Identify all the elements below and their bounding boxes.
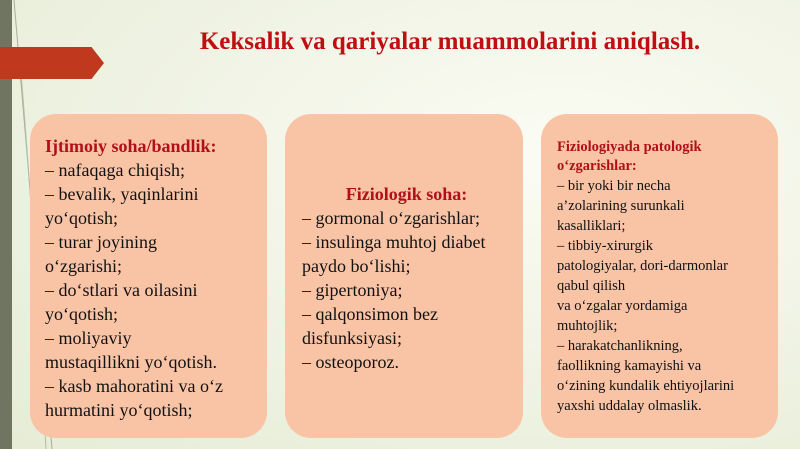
card-line: muhtojlik; [557,318,618,334]
card-line: – turar joyining [45,232,157,252]
card-heading: Fiziologiyada patologik [557,139,702,155]
card-line: – kasb mahoratini va o‘z [45,376,223,396]
card-line: mustaqillikni yo‘qotish. [45,352,218,372]
card-line: kasalliklari; [557,218,626,234]
card-line: hurmatini yo‘qotish; [45,400,193,420]
card-line: – nafaqaga chiqish; [45,160,185,180]
card-line: – osteoporoz. [302,352,399,372]
card-heading: o‘zgarishlar: [557,158,637,174]
card-line: a’zolarining surunkali [557,198,685,214]
card-line: patologiyalar, dori-darmonlar [557,258,728,274]
card-line: – do‘stlari va oilasini [45,280,198,300]
card-line: – bevalik, yaqinlarini [45,184,199,204]
card-line: qabul qilish [557,278,626,294]
card-line: o‘zining kundalik ehtiyojlarini [557,378,735,394]
card-line: – bir yoki bir necha [557,178,671,194]
card-line: yaxshi uddalay olmaslik. [557,398,702,414]
slide-title: Keksalik va qariyalar muammolarini aniqlash. [199,28,701,55]
card-line: faollikning kamayishi va [557,358,702,374]
card-line: disfunksiyasi; [302,328,403,348]
card-line: va o‘zgalar yordamiga [557,298,688,314]
card-line: yo‘qotish; [45,304,119,324]
card-physiological-sphere [285,114,523,438]
card-heading: Ijtimoiy soha/bandlik: [45,136,217,156]
card-line: – harakatchanlikning, [557,338,683,354]
card-line: – moliyaviy [45,328,132,348]
card-line: o‘zgarishi; [45,256,122,276]
accent-arrow-shape [0,47,104,79]
card-heading: Fiziologik soha: [345,184,468,204]
card-line: – tibbiy-xirurgik [557,238,653,254]
card-line: yo‘qotish; [45,208,119,228]
card-line: – gipertoniya; [302,280,403,300]
card-pathological-changes [541,114,778,438]
card-social-sphere [30,114,267,438]
card-line: – gormonal o‘zgarishlar; [302,208,480,228]
card-line: – qalqonsimon bez [302,304,438,324]
card-line: paydo bo‘lishi; [302,256,411,276]
card-line: – insulinga muhtoj diabet [302,232,486,252]
